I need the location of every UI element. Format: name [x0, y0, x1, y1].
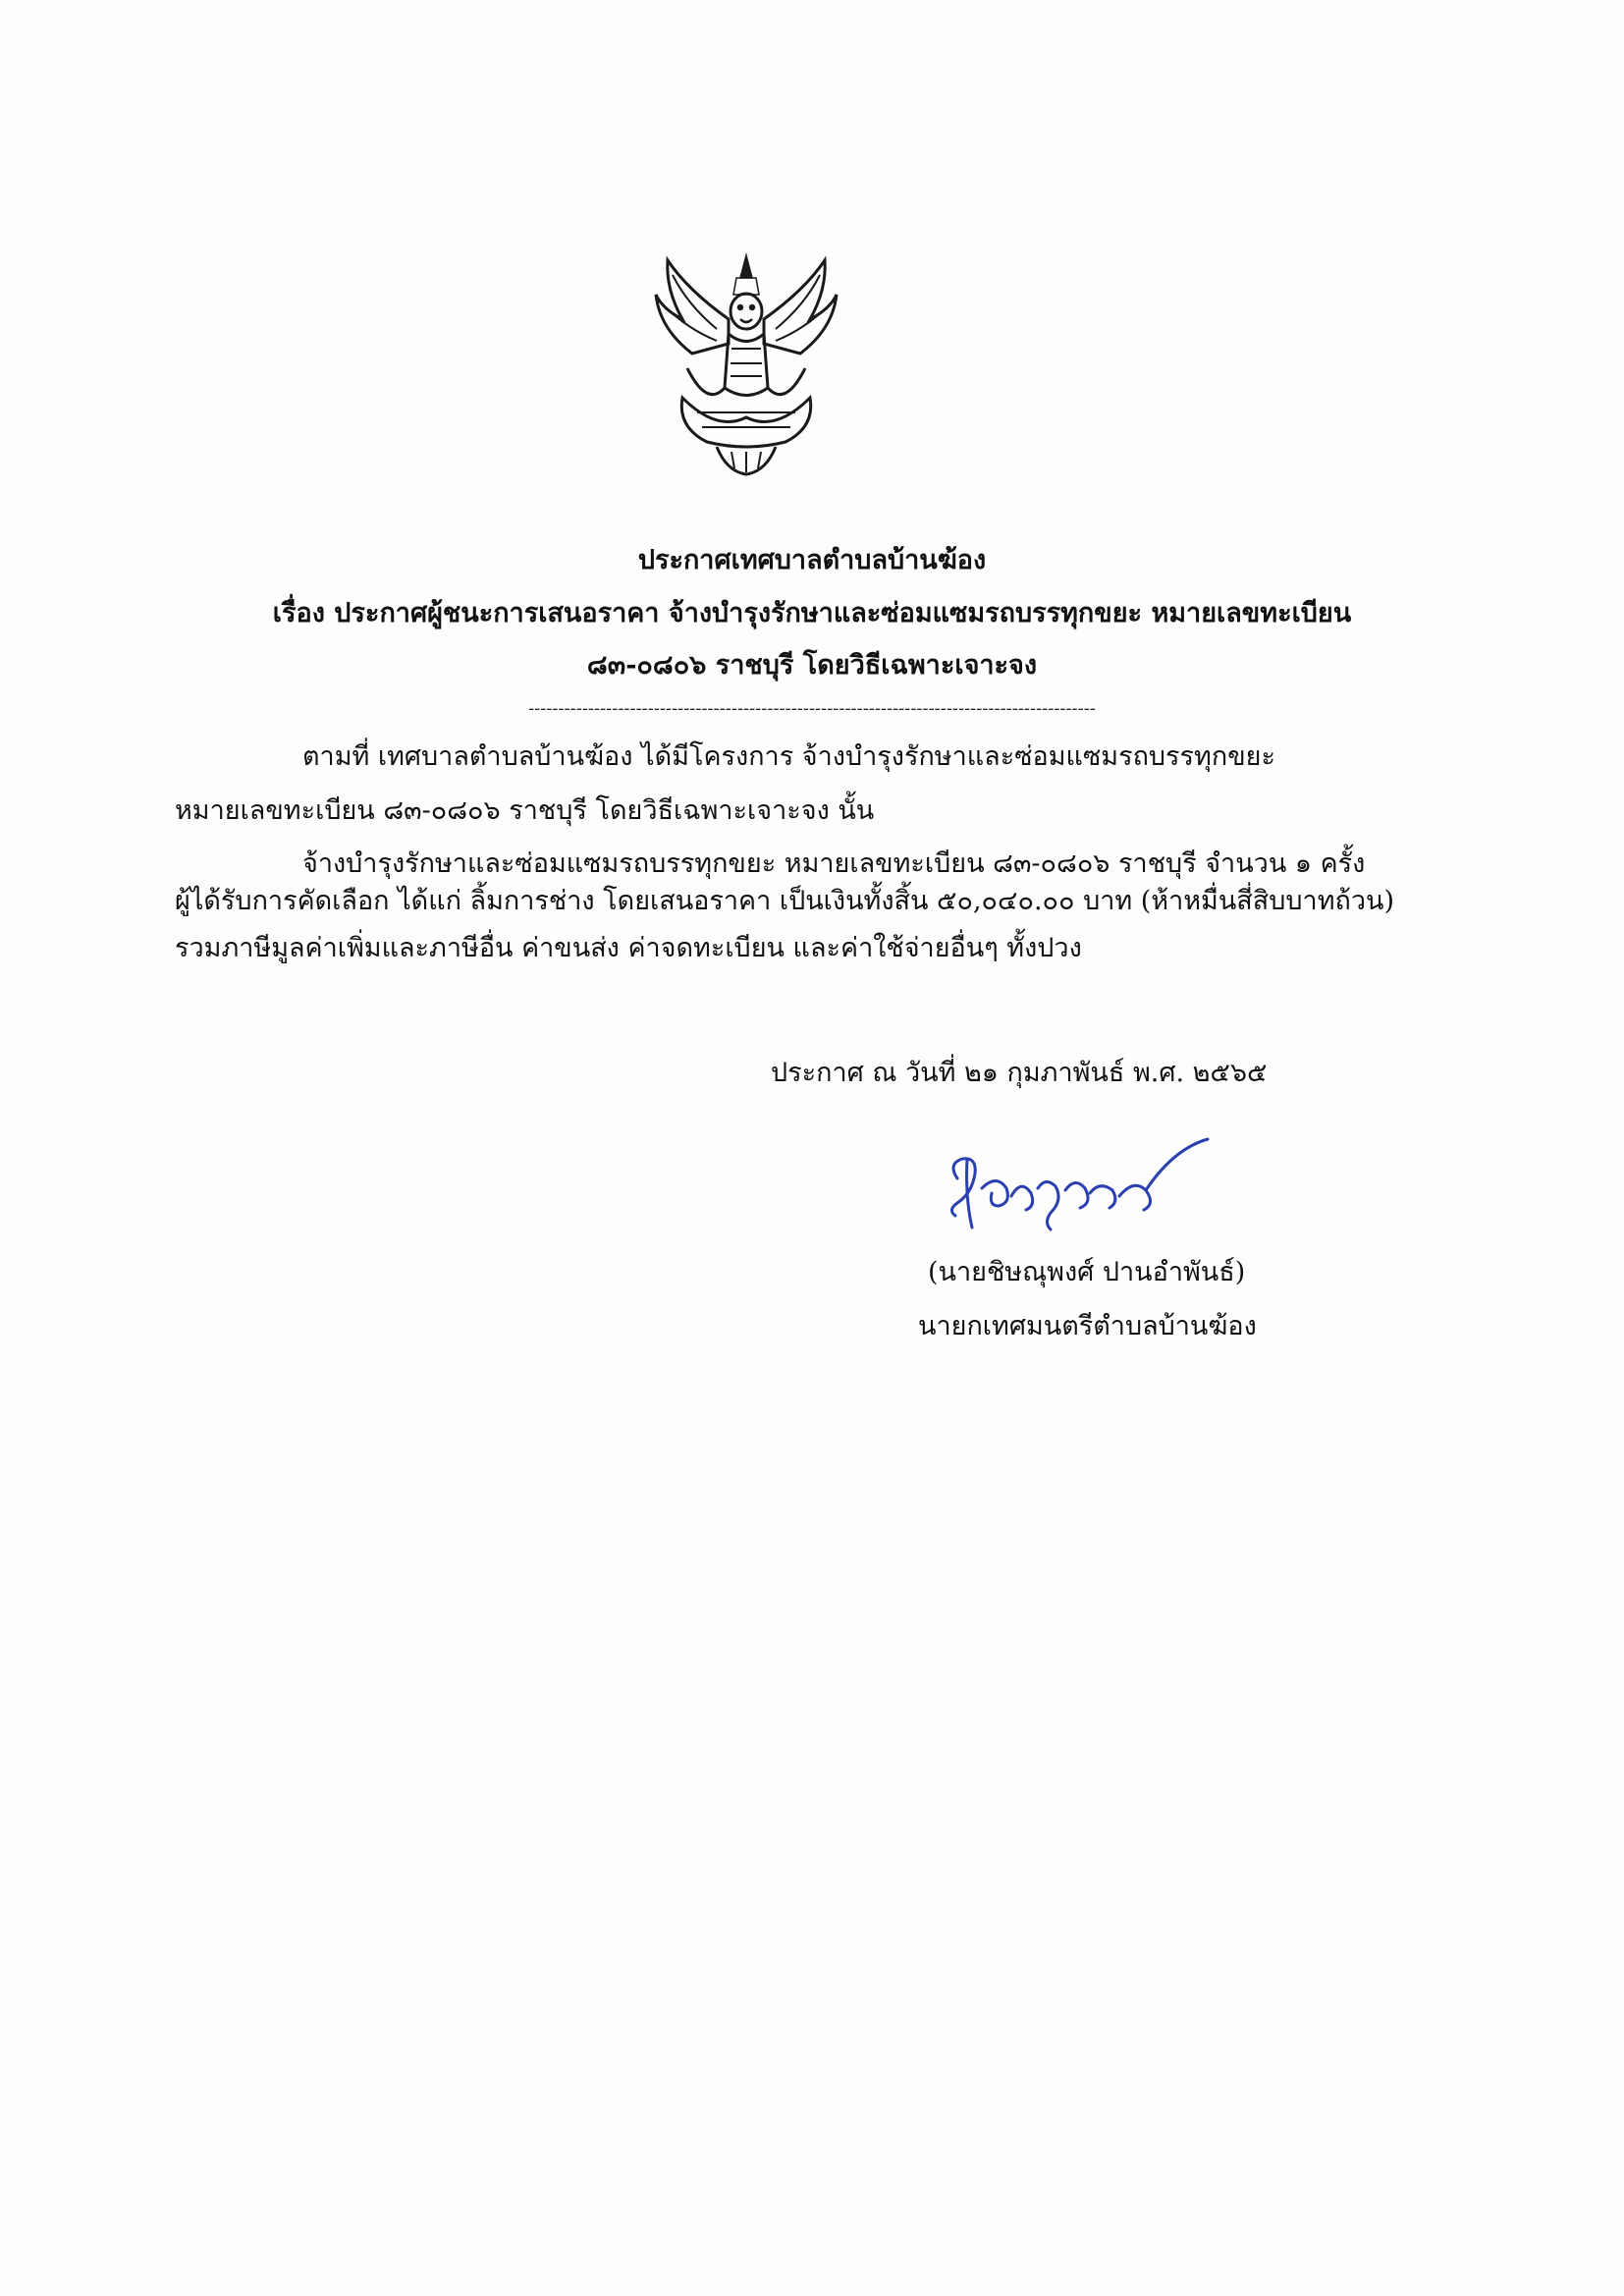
announcement-title: ประกาศเทศบาลตำบลบ้านฆ้อง	[637, 545, 987, 575]
signer-name: (นายชิษณุพงศ์ ปานอำพันธ์)	[928, 1257, 1246, 1287]
body-paragraph-2-end: รวมภาษีมูลค่าเพิ่มและภาษีอื่น ค่าขนส่ง ค่าจดทะเบียน และค่าใช้จ่ายอื่นๆ ทั้งปวง	[175, 933, 1082, 963]
announcement-date: ประกาศ ณ วันที่ ๒๑ กุมภาพันธ์ พ.ศ. ๒๕๖๕	[771, 1058, 1268, 1088]
signer-title: นายกเทศมนตรีตำบลบ้านฆ้อง	[918, 1311, 1257, 1341]
announcement-subject-cont: ๘๓-๐๘๐๖ ราชบุรี โดยวิธีเฉพาะเจาะจง	[586, 650, 1038, 681]
body-paragraph-2-cont: ผู้ได้รับการคัดเลือก ได้แก่ ลิ้มการช่าง โดยเสนอราคา เป็นเงินทั้งสิ้น ๕๐,๐๔๐.๐๐ บาท (ห้าหมื่นสี่สิบบาทถ้วน)	[175, 886, 1394, 916]
divider: -----------------------------------------------------------------------------------------------	[528, 698, 1096, 719]
garuda-emblem-icon	[648, 250, 844, 476]
body-paragraph-2: จ้างบำรุงรักษาและซ่อมแซมรถบรรทุกขยะ หมายเลขทะเบียน ๘๓-๐๘๐๖ ราชบุรี จำนวน ๑ ครั้ง	[302, 848, 1366, 879]
body-paragraph-1-cont: หมายเลขทะเบียน ๘๓-๐๘๐๖ ราชบุรี โดยวิธีเฉพาะเจาะจง นั้น	[175, 795, 875, 826]
signature-image	[928, 1120, 1222, 1247]
body-paragraph-1: ตามที่ เทศบาลตำบลบ้านฆ้อง ได้มีโครงการ จ้างบำรุงรักษาและซ่อมแซมรถบรรทุกขยะ	[302, 741, 1275, 772]
announcement-subject: เรื่อง ประกาศผู้ชนะการเสนอราคา จ้างบำรุงรักษาและซ่อมแซมรถบรรทุกขยะ หมายเลขทะเบียน	[272, 598, 1352, 629]
